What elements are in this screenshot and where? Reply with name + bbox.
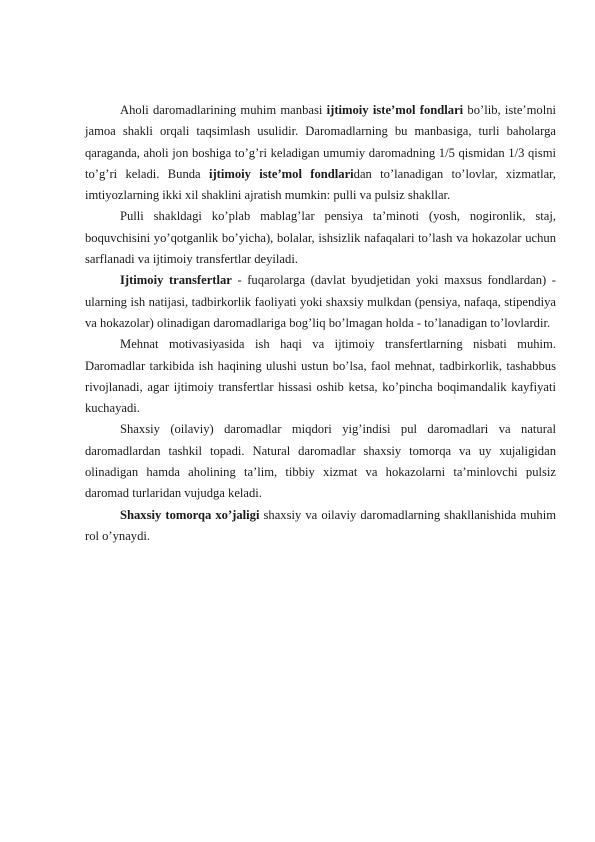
bold-term: ijtimoiy iste’mol fondlari (208, 166, 354, 181)
text-segment: - fuqarolarga (davlat byudjetidan yoki maxsus fondlardan) - ularning ish natijasi, tadbirkorlik faoliyati yoki shaxsiy mulkdan (pensiya, nafaqa, stipendiya va hokazolar) olinadigan daromadlariga bog’liq bo’lmagan holda - to’lanadigan to’lovlardir. (85, 273, 556, 330)
paragraph-5 (85, 419, 556, 504)
bold-term: Ijtimoiy transfertlar (120, 273, 232, 288)
paragraph-2 (85, 206, 556, 270)
text-segment: dan to’lanadigan to’lovlar, xizmatlar, imtiyozlarning ikki xil shaklini ajratish mumkin: pulli va pulsiz shakllar. (85, 166, 557, 203)
text-segment: Shaxsiy (oilaviy) daromadlar miqdori yig’indisi pul daromadlari va natural daromadlardan tashkil topadi. Natural daromadlar shaxsiy tomorqa va uy xujaligidan olinadigan hamda aholining ta’lim, tibbiy xizmat va hokazolarni ta’minlovchi pulsiz daromad turlaridan vujudga keladi. (85, 422, 556, 501)
text-segment: shaxsiy va oilaviy daromadlarning shakllanishida muhim rol o’ynaydi. (85, 507, 556, 543)
paragraph-6 (85, 505, 556, 548)
text-segment: Aholi daromadlarining muhim manbasi (120, 103, 327, 117)
bold-term: ijtimoiy iste’mol fondlari (326, 103, 464, 117)
text-segment: Mehnat motivasiyasida ish haqi va ijtimoiy transfertlarning nisbati muhim. Daromadlar tarkibida ish haqining ulushi ustun bo’lsa, faol mehnat, tadbirkorlik, tashabbus rivojlanadi, agar ijtimoiy transfertlar hissasi oshib ketsa, ko’pincha boqimandalik kayfiyati kuchayadi. (85, 337, 556, 416)
document-page (85, 100, 556, 547)
text-segment: bo’lib, iste’molni jamoa shakli orqali taqsimlash usulidir. Daromadlarning bu manbasiga, turli baholarga qaraganda, aholi jon boshiga to’g’ri keladigan umumiy daromadning 1/5 qismidan 1/3 qismi to’g’ri keladi. Bunda (85, 103, 556, 181)
bold-term: Shaxsiy tomorqa xo’jaligi (120, 507, 260, 522)
paragraph-1 (85, 100, 556, 206)
paragraph-4 (85, 334, 556, 419)
text-segment: Pulli shakldagi ko’plab mablag’lar pensiya ta’minoti (yosh, nogironlik, staj, boquvchisini yo’qotganlik bo’yicha), bolalar, ishsizlik nafaqalari to’lash va hokazolar uchun sarflanadi va ijtimoiy transfertlar deyiladi. (85, 209, 556, 267)
paragraph-3 (85, 270, 556, 334)
